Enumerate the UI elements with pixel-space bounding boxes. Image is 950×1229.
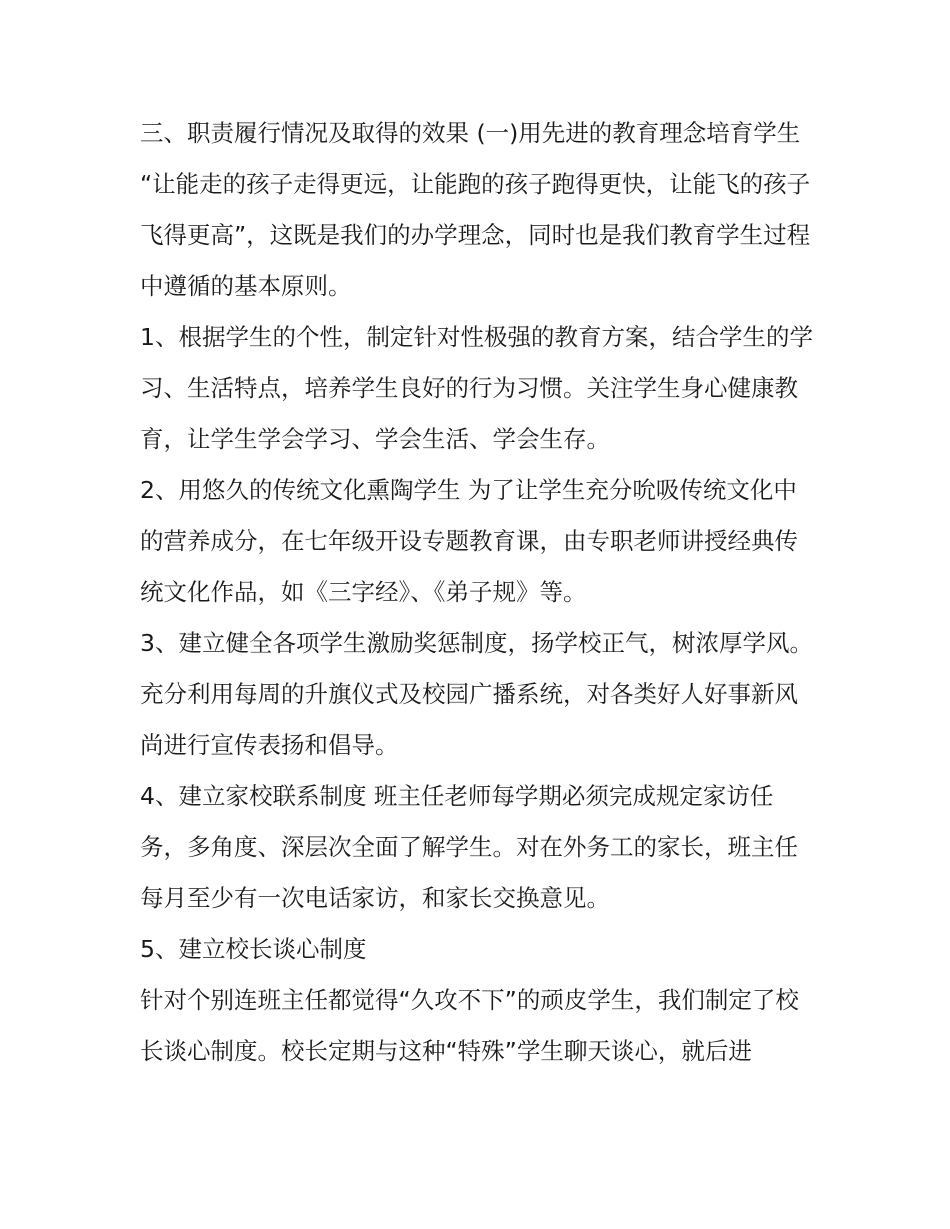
paragraph-item-2: 2、用悠久的传统文化熏陶学生 为了让学生充分吮吸传统文化中的营养成分，在七年级开设专题教育课，由专职老师讲授经典传统文化作品，如《三字经》、《弟子规》等。: [140, 476, 798, 606]
paragraph-item-5-body: 针对个别连班主任都觉得“久攻不下”的顽皮学生，我们制定了校长谈心制度。校长定期与这种“特殊”学生聊天谈心，就后进: [140, 986, 799, 1065]
document-body: [140, 108, 815, 1077]
section-heading: 三、职责履行情况及取得的效果 (一)用先进的教育理念培育学生: [140, 119, 801, 147]
paragraph-item-5-title: 5、建立校长谈心制度: [140, 935, 367, 963]
paragraph-philosophy: “让能走的孩子走得更远，让能跑的孩子跑得更快，让能飞的孩子飞得更高”，这既是我们的办学理念，同时也是我们教育学生过程中遵循的基本原则。: [140, 170, 811, 300]
paragraph-item-4: 4、建立家校联系制度 班主任老师每学期必须完成规定家访任务，多角度、深层次全面了解学生。对在外务工的家长，班主任每月至少有一次电话家访，和家长交换意见。: [140, 782, 798, 912]
paragraph-item-1: 1、根据学生的个性，制定针对性极强的教育方案，结合学生的学习、生活特点，培养学生良好的行为习惯。关注学生身心健康教育，让学生学会学习、学会生活、学会生存。: [140, 323, 813, 453]
paragraph-item-3: 3、建立健全各项学生激励奖惩制度，扬学校正气，树浓厚学风。充分利用每周的升旗仪式及校园广播系统，对各类好人好事新风尚进行宣传表扬和倡导。: [140, 629, 813, 759]
